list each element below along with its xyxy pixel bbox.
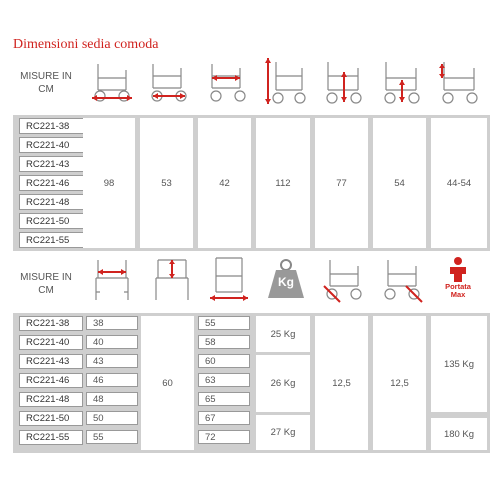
top-code-4: RC221-48 — [19, 194, 89, 210]
bottom-code-5: RC221-50 — [19, 411, 83, 426]
chair-length-icon — [88, 58, 136, 106]
chair-backrest-icon — [436, 56, 484, 108]
seat-width-6: 55 — [86, 430, 138, 444]
overall-width-6: 72 — [198, 430, 250, 444]
front-wheel-value: 12,5 — [315, 316, 368, 450]
seat-width-icon — [90, 256, 134, 306]
bottom-code-3: RC221-46 — [19, 373, 83, 388]
chair-seat-depth-icon — [204, 58, 252, 106]
top-code-2: RC221-43 — [19, 156, 89, 172]
top-code-6: RC221-55 — [19, 232, 89, 248]
weight-value-2: 27 Kg — [256, 415, 310, 450]
chair-wheelbase-icon — [145, 58, 193, 106]
page-title: Dimensioni sedia comoda — [13, 37, 159, 52]
top-code-1: RC221-40 — [19, 137, 89, 153]
front-wheel-icon — [320, 256, 368, 306]
top-value-5: 54 — [373, 118, 426, 248]
top-value-0: 98 — [83, 118, 135, 248]
seat-width-4: 48 — [86, 392, 138, 406]
chair-total-height-icon — [262, 56, 310, 108]
rear-wheel-icon — [378, 256, 426, 306]
bottom-code-4: RC221-48 — [19, 392, 83, 407]
chair-seat-height-icon — [378, 56, 426, 108]
capacity-value-0: 135 Kg — [431, 316, 487, 412]
seat-width-3: 46 — [86, 373, 138, 387]
header-label-top: MISURE IN CM — [20, 71, 72, 95]
top-value-1: 53 — [140, 118, 193, 248]
top-code-column — [19, 118, 89, 248]
top-code-3: RC221-46 — [19, 175, 89, 191]
top-code-0: RC221-38 — [19, 118, 89, 134]
overall-width-3: 63 — [198, 373, 250, 387]
capacity-label: Portata Max — [445, 282, 471, 299]
seat-width-5: 50 — [86, 411, 138, 425]
seat-width-2: 43 — [86, 354, 138, 368]
weight-value-0: 25 Kg — [256, 316, 310, 352]
weight-value-1: 26 Kg — [256, 355, 310, 412]
top-value-2: 42 — [198, 118, 251, 248]
bottom-code-6: RC221-55 — [19, 430, 83, 445]
header-label-bottom: MISURE IN CM — [20, 272, 72, 296]
overall-width-4: 65 — [198, 392, 250, 406]
bottom-code-0: RC221-38 — [19, 316, 83, 331]
top-value-4: 77 — [315, 118, 368, 248]
top-value-6: 44-54 — [431, 118, 487, 248]
bottom-code-2: RC221-43 — [19, 354, 83, 369]
seat-width-1: 40 — [86, 335, 138, 349]
bottom-code-column — [19, 316, 83, 450]
overall-width-1: 58 — [198, 335, 250, 349]
bottom-table — [13, 313, 490, 453]
bottom-code-1: RC221-40 — [19, 335, 83, 350]
rear-wheel-value: 12,5 — [373, 316, 426, 450]
capacity-value-1: 180 Kg — [431, 418, 487, 450]
person-capacity-icon — [446, 256, 470, 282]
seat-width-column — [86, 316, 138, 450]
overall-width-icon — [206, 256, 252, 306]
seat-depth-value: 60 — [141, 316, 194, 450]
weight-icon-label: Kg — [278, 275, 294, 289]
overall-width-2: 60 — [198, 354, 250, 368]
overall-width-5: 67 — [198, 411, 250, 425]
overall-width-0: 55 — [198, 316, 250, 330]
top-table — [13, 115, 490, 251]
seat-height-front-icon — [150, 256, 194, 306]
overall-width-column — [198, 316, 253, 450]
top-code-5: RC221-50 — [19, 213, 89, 229]
seat-width-0: 38 — [86, 316, 138, 330]
chair-armrest-height-icon — [320, 56, 368, 108]
top-value-3: 112 — [256, 118, 310, 248]
